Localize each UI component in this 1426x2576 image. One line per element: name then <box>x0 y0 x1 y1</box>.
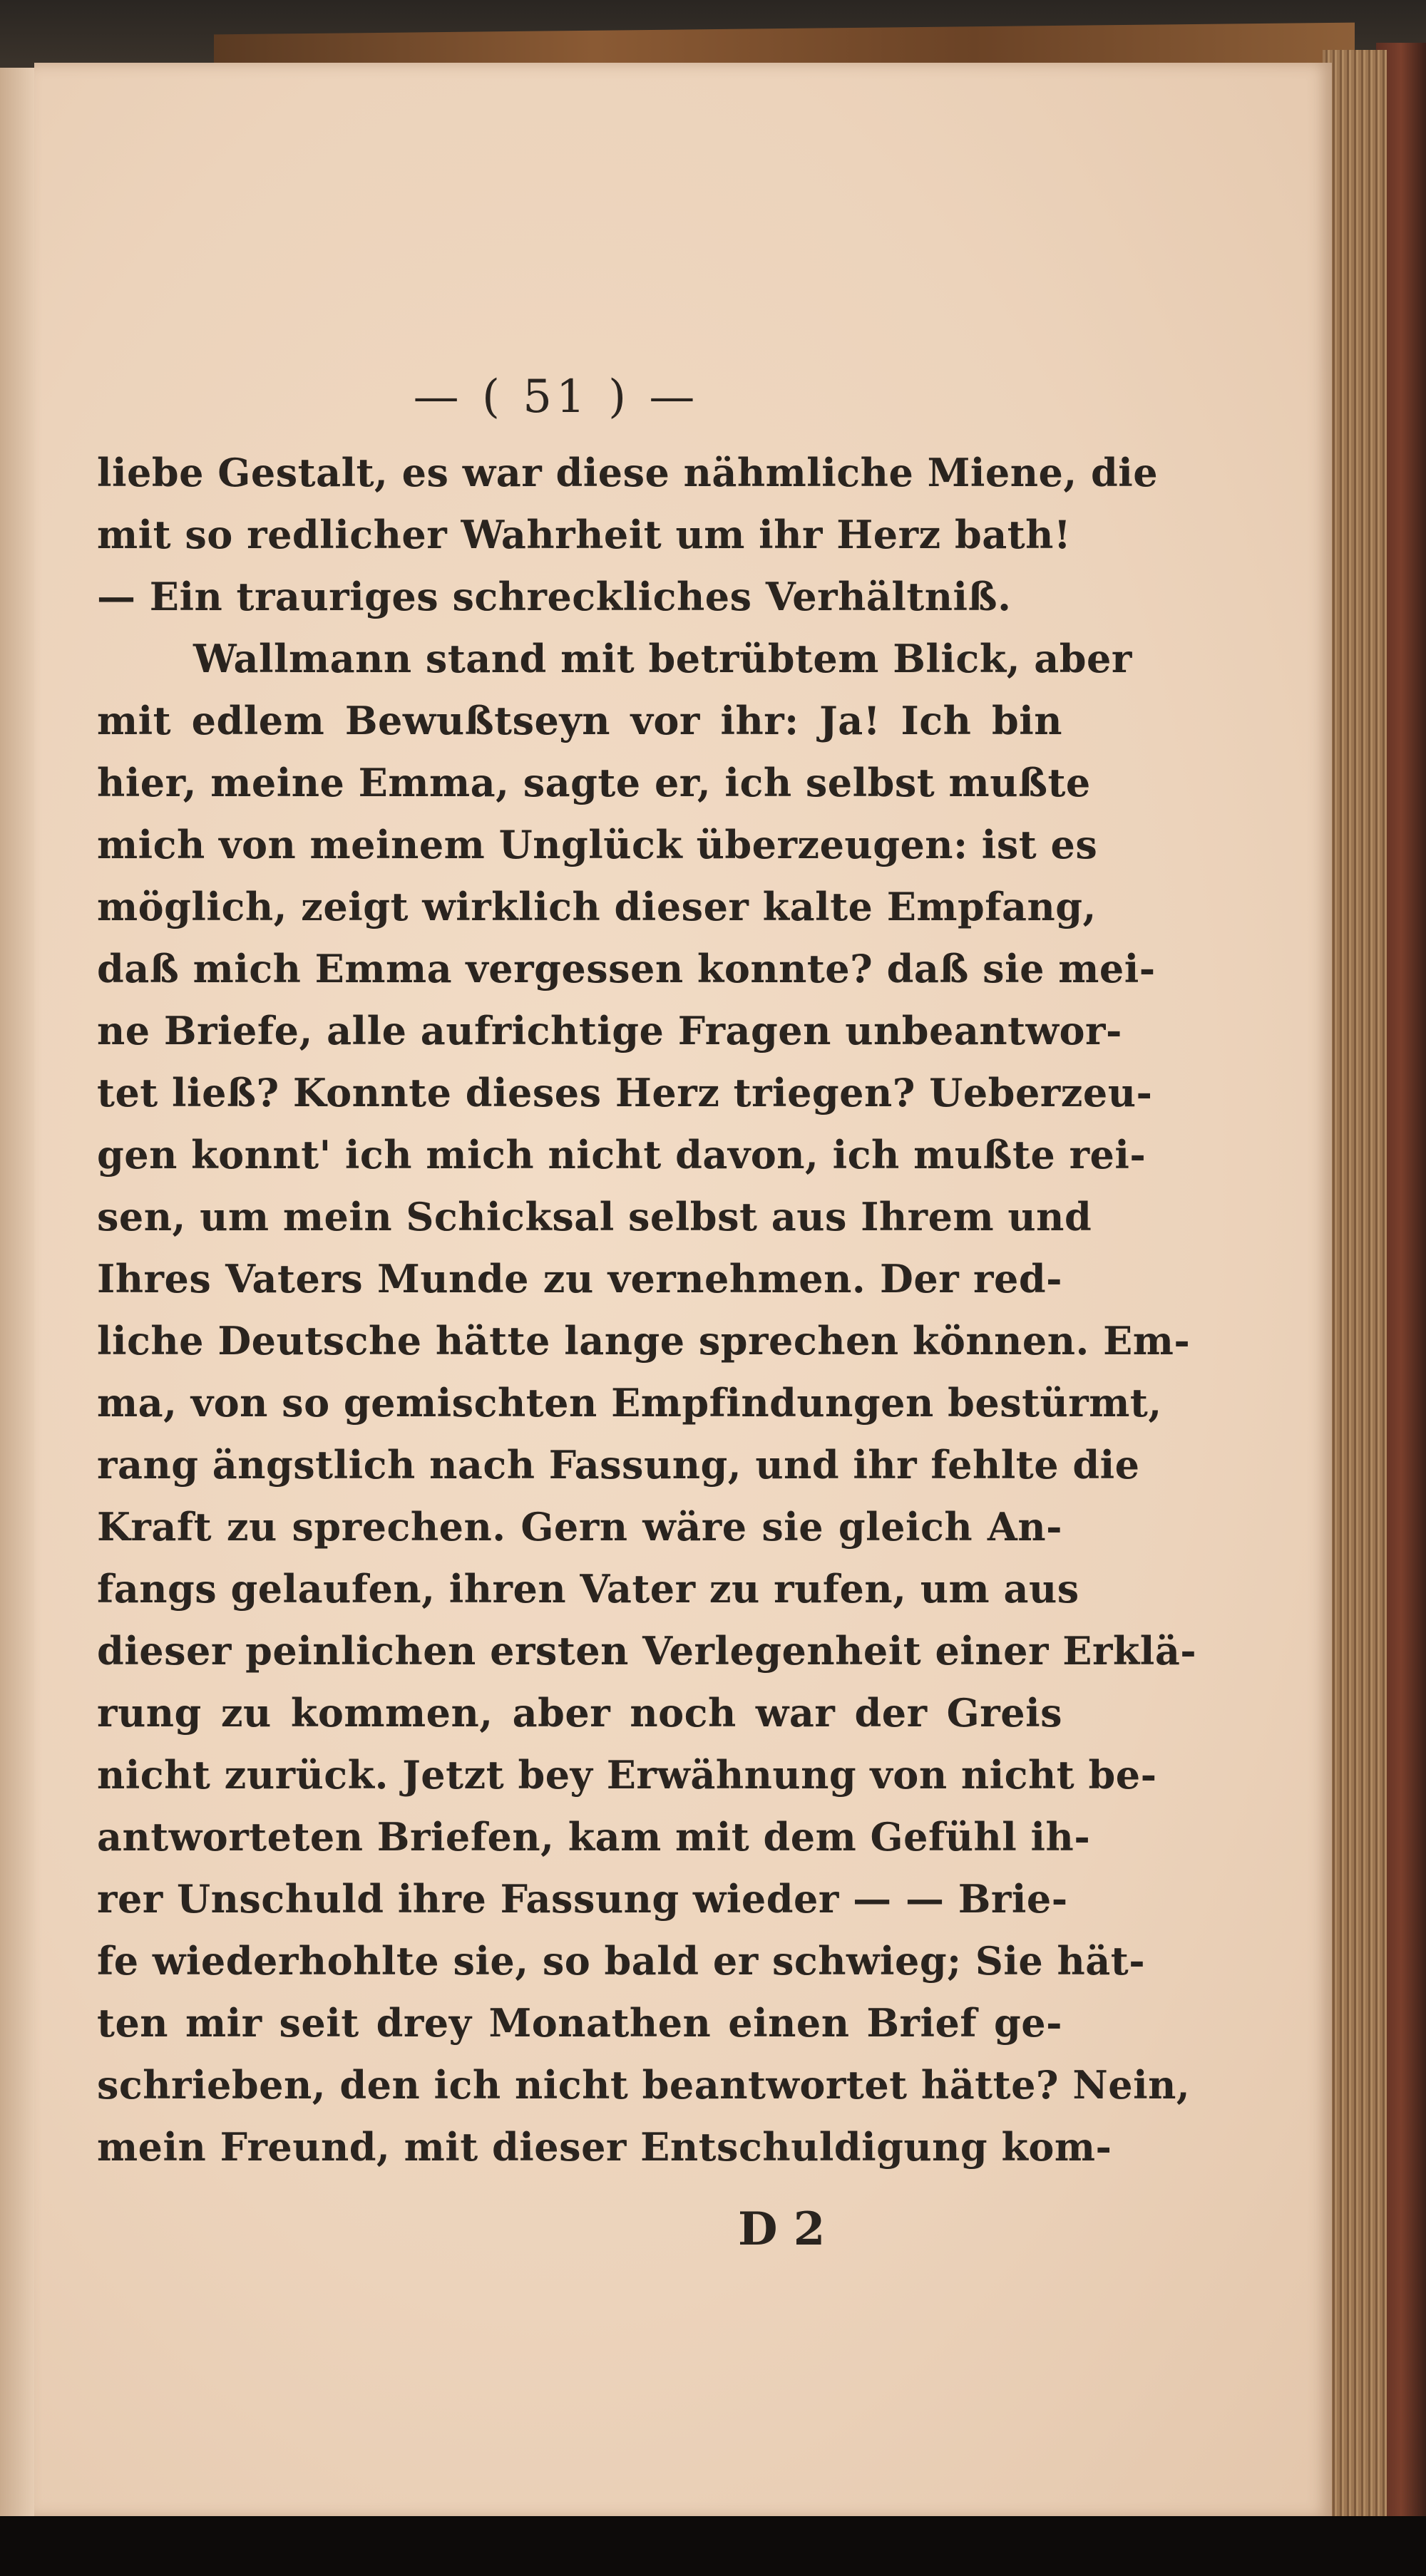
body-text <box>97 442 1197 2178</box>
text-line: liche Deutsche hätte lange sprechen können. Em- <box>97 1318 1191 1364</box>
text-line: rung zu kommen, aber noch war der Greis <box>97 1690 1062 1736</box>
text-line: fe wiederhohlte sie, so bald er schwieg; Sie hät- <box>97 1938 1146 1984</box>
text-line: rang ängstlich nach Fassung, und ihr fehlte die <box>97 1442 1140 1488</box>
text-line: gen konnt' ich mich nicht davon, ich mußte rei- <box>97 1132 1147 1178</box>
text-line: Kraft zu sprechen. Gern wäre sie gleich An- <box>97 1504 1062 1550</box>
text-line: liebe Gestalt, es war diese nähmliche Miene, die <box>97 450 1159 495</box>
text-line: Wallmann stand mit betrübtem Blick, aber <box>193 636 1132 681</box>
text-line: möglich, zeigt wirklich dieser kalte Empfang, <box>97 884 1097 929</box>
text-line: ma, von so gemischten Empfindungen bestürmt, <box>97 1380 1162 1426</box>
text-line: nicht zurück. Jetzt bey Erwähnung von nicht be- <box>97 1752 1157 1798</box>
text-line: mich von meinem Unglück überzeugen: ist es <box>97 822 1098 867</box>
text-line: — Ein trauriges schreckliches Verhältniß. <box>97 574 1012 619</box>
text-line: antworteten Briefen, kam mit dem Gefühl ih- <box>97 1814 1091 1860</box>
text-line: rer Unschuld ihre Fassung wieder — — Brie- <box>97 1876 1068 1922</box>
text-line: daß mich Emma vergessen konnte? daß sie mei- <box>97 946 1156 991</box>
scan-background-bottom <box>0 2516 1426 2576</box>
page-number-header: — ( 51 ) — <box>413 371 699 423</box>
text-line: mein Freund, mit dieser Entschuldigung kom- <box>97 2124 1112 2170</box>
text-line: dieser peinlichen ersten Verlegenheit einer Erklä- <box>97 1628 1197 1674</box>
text-line: fangs gelaufen, ihren Vater zu rufen, um aus <box>97 1566 1079 1612</box>
text-line: Ihres Vaters Munde zu vernehmen. Der red- <box>97 1256 1062 1302</box>
text-line: tet ließ? Konnte dieses Herz triegen? Ueberzeu- <box>97 1070 1153 1116</box>
text-line: sen, um mein Schicksal selbst aus Ihrem und <box>97 1194 1092 1240</box>
page-fore-edge <box>1323 50 1387 2516</box>
text-line: ne Briefe, alle aufrichtige Fragen unbeantwor- <box>97 1008 1122 1053</box>
text-line: mit edlem Bewußtseyn vor ihr: Ja! Ich bin <box>97 698 1062 743</box>
facing-page-edge <box>0 68 34 2520</box>
text-line: schrieben, den ich nicht beantwortet hätte? Nein, <box>97 2062 1191 2108</box>
text-line: hier, meine Emma, sagte er, ich selbst mußte <box>97 760 1091 805</box>
text-line: mit so redlicher Wahrheit um ihr Herz bath! <box>97 512 1072 557</box>
text-line: ten mir seit drey Monathen einen Brief ge- <box>97 2000 1062 2046</box>
signature-mark: D 2 <box>738 2203 826 2256</box>
